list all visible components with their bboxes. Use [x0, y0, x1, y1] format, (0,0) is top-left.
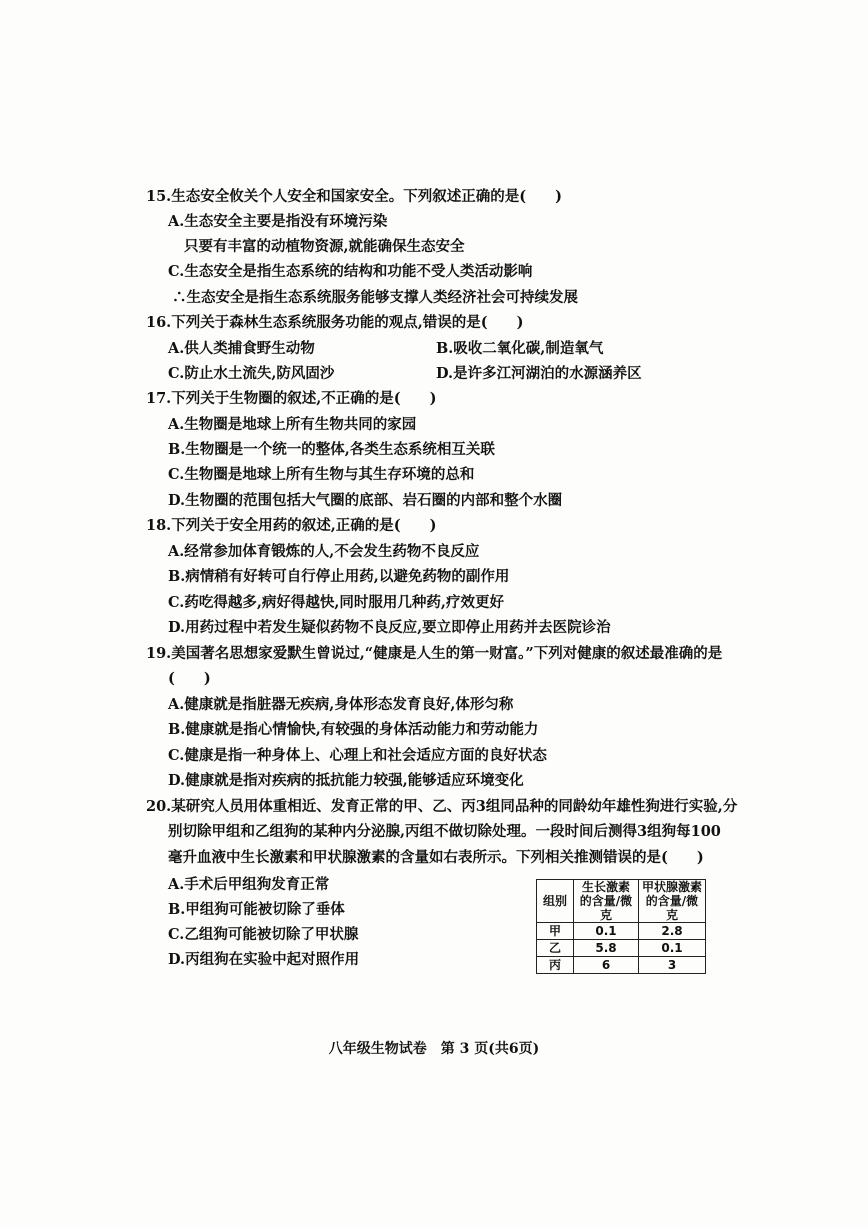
question-19-option-b: B.健康就是指心情愉快,有较强的身体活动能力和劳动能力 — [168, 721, 539, 738]
question-20-stem-line-3: 毫升血液中生长激素和甲状腺激素的含量如右表所示。下列相关推测错误的是( ) — [168, 849, 704, 866]
table-cell-group: 乙 — [537, 940, 574, 957]
question-20-option-b: B.甲组狗可能被切除了垂体 — [168, 901, 345, 918]
question-19-option-d: D.健康就是指对疾病的抵抗能力较强,能够适应环境变化 — [168, 772, 524, 789]
table-cell-growth-hormone: 5.8 — [574, 940, 639, 957]
table-cell-group: 丙 — [537, 957, 574, 974]
question-15-option-a: A.生态安全主要是指没有环境污染 — [168, 213, 388, 230]
question-20-option-a: A.手术后甲组狗发育正常 — [168, 876, 330, 893]
question-19-answer-paren: ( ) — [168, 670, 211, 687]
table-header-thyroid-hormone: 甲状腺激素的含量/微克 — [639, 880, 706, 923]
question-17-option-a: A.生物圈是地球上所有生物共同的家园 — [168, 416, 417, 433]
question-17-option-c: C.生物圈是地球上所有生物与其生存环境的总和 — [168, 466, 475, 483]
question-19-option-a: A.健康就是指脏器无疾病,身体形态发育良好,体形匀称 — [168, 696, 514, 713]
hormone-data-table — [536, 879, 706, 974]
question-16-option-c: C.防止水土流失,防风固沙 — [168, 365, 335, 382]
table-cell-thyroid-hormone: 0.1 — [639, 940, 706, 957]
question-16-stem: 16.下列关于森林生态系统服务功能的观点,错误的是( ) — [146, 314, 524, 331]
question-15-option-c: C.生态安全是指生态系统的结构和功能不受人类活动影响 — [168, 263, 533, 280]
question-18-stem: 18.下列关于安全用药的叙述,正确的是( ) — [146, 517, 437, 534]
question-20-option-c: C.乙组狗可能被切除了甲状腺 — [168, 926, 359, 943]
table-header-row — [537, 880, 706, 923]
table-row — [537, 940, 706, 957]
question-16-option-a: A.供人类捕食野生动物 — [168, 340, 315, 357]
question-15-option-b: 只要有丰富的动植物资源,就能确保生态安全 — [184, 238, 465, 255]
question-17-option-b: B.生物圈是一个统一的整体,各类生态系统相互关联 — [168, 441, 495, 458]
question-15-stem: 15.生态安全攸关个人安全和国家安全。下列叙述正确的是( ) — [146, 188, 562, 205]
question-19-option-c: C.健康是指一种身体上、心理上和社会适应方面的良好状态 — [168, 747, 547, 764]
question-20-stem-line-1: 20.某研究人员用体重相近、发育正常的甲、乙、丙3组同品种的同龄幼年雄性狗进行实验,分 — [146, 798, 738, 815]
table-cell-growth-hormone: 0.1 — [574, 923, 639, 940]
question-18-option-d: D.用药过程中若发生疑似药物不良反应,要立即停止用药并去医院诊治 — [168, 619, 611, 636]
page-footer: 八年级生物试卷 第 3 页(共6页) — [328, 1041, 540, 1057]
question-20-option-d: D.丙组狗在实验中起对照作用 — [168, 951, 360, 968]
question-19-stem: 19.美国著名思想家爱默生曾说过,“健康是人生的第一财富。”下列对健康的叙述最准确的是 — [146, 645, 723, 662]
question-17-stem: 17.下列关于生物圈的叙述,不正确的是( ) — [146, 390, 437, 407]
question-18-option-b: B.病情稍有好转可自行停止用药,以避免药物的副作用 — [168, 568, 510, 585]
table-cell-thyroid-hormone: 2.8 — [639, 923, 706, 940]
table-cell-group: 甲 — [537, 923, 574, 940]
question-20-stem-line-2: 别切除甲组和乙组狗的某种内分泌腺,丙组不做切除处理。一段时间后测得3组狗每100 — [168, 823, 721, 840]
question-16-option-d: D.是许多江河湖泊的水源涵养区 — [436, 365, 642, 382]
question-18-option-c: C.药吃得越多,病好得越快,同时服用几种药,疗效更好 — [168, 594, 504, 611]
table-header-growth-hormone: 生长激素的含量/微克 — [574, 880, 639, 923]
question-15-option-d: ∴生态安全是指生态系统服务能够支撑人类经济社会可持续发展 — [172, 289, 578, 306]
table-cell-growth-hormone: 6 — [574, 957, 639, 974]
question-16-option-b: B.吸收二氧化碳,制造氧气 — [436, 340, 604, 357]
question-18-option-a: A.经常参加体育锻炼的人,不会发生药物不良反应 — [168, 543, 480, 560]
question-17-option-d: D.生物圈的范围包括大气圈的底部、岩石圈的内部和整个水圈 — [168, 492, 563, 509]
table-cell-thyroid-hormone: 3 — [639, 957, 706, 974]
table-row — [537, 923, 706, 940]
table-row — [537, 957, 706, 974]
table-header-group: 组别 — [537, 880, 574, 923]
